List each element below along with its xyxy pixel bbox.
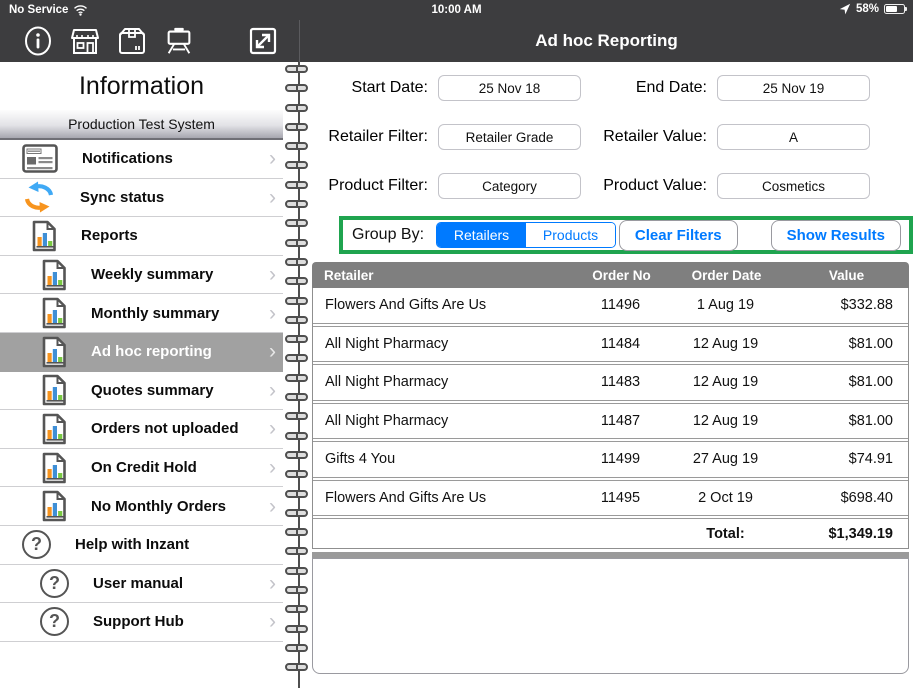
sidebar-item-help-with-inzant[interactable] bbox=[0, 526, 283, 565]
segment-retailers[interactable]: Retailers bbox=[437, 223, 526, 247]
cell-order-date: 1 Aug 19 bbox=[696, 297, 755, 314]
chevron-right-icon: › bbox=[269, 185, 276, 209]
chevron-right-icon: › bbox=[269, 417, 276, 441]
report-icon bbox=[40, 259, 67, 291]
report-icon bbox=[40, 490, 67, 522]
sidebar-item-label: User manual bbox=[93, 574, 184, 592]
cell-value: $81.00 bbox=[848, 335, 893, 352]
top-bar bbox=[0, 0, 913, 62]
table-row[interactable] bbox=[313, 327, 908, 366]
table-row[interactable] bbox=[313, 442, 908, 481]
sidebar-item-label: Weekly summary bbox=[91, 266, 214, 284]
toolbar bbox=[0, 20, 300, 62]
cell-value: $81.00 bbox=[848, 412, 893, 429]
detail-empty-panel bbox=[312, 558, 909, 674]
question-icon: ? bbox=[40, 607, 69, 636]
total-label: Total: bbox=[706, 525, 745, 542]
location-arrow-icon bbox=[839, 3, 851, 15]
retailer-value-field[interactable]: A bbox=[717, 124, 870, 150]
package-icon[interactable] bbox=[116, 25, 148, 57]
clear-filters-button[interactable]: Clear Filters bbox=[619, 220, 738, 251]
sidebar-item-label: Help with Inzant bbox=[75, 536, 190, 554]
show-results-button[interactable]: Show Results bbox=[771, 220, 901, 251]
chevron-right-icon: › bbox=[269, 610, 276, 634]
chevron-right-icon: › bbox=[269, 494, 276, 518]
retailer-filter-field[interactable]: Retailer Grade bbox=[438, 124, 581, 150]
retailer-value-label: Retailer Value: bbox=[603, 128, 707, 145]
cell-retailer: All Night Pharmacy bbox=[325, 335, 449, 352]
cell-retailer: All Night Pharmacy bbox=[325, 412, 449, 429]
sidebar-item-on-credit-hold[interactable] bbox=[0, 449, 283, 488]
chevron-right-icon: › bbox=[269, 378, 276, 402]
end-date-label: End Date: bbox=[635, 79, 707, 96]
column-header-order-no: Order No bbox=[592, 267, 651, 283]
column-header-value: Value bbox=[828, 267, 865, 283]
product-filter-label: Product Filter: bbox=[328, 177, 428, 194]
spiral-binding bbox=[283, 62, 310, 688]
sidebar-item-label: On Credit Hold bbox=[91, 459, 197, 477]
sidebar-item-label: Orders not uploaded bbox=[91, 420, 239, 438]
sidebar-item-label: Ad hoc reporting bbox=[91, 343, 212, 361]
question-icon: ? bbox=[22, 530, 51, 559]
group-by-segmented-control bbox=[436, 222, 616, 248]
sidebar-item-notifications[interactable] bbox=[0, 140, 283, 179]
chevron-right-icon: › bbox=[269, 571, 276, 595]
sidebar-item-label: Quotes summary bbox=[91, 381, 214, 399]
sidebar-item-label: Support Hub bbox=[93, 613, 184, 631]
report-icon bbox=[40, 413, 67, 445]
sidebar-item-label: Notifications bbox=[82, 150, 173, 168]
chevron-right-icon: › bbox=[269, 340, 276, 364]
cell-value: $81.00 bbox=[848, 374, 893, 391]
sidebar-item-quotes-summary[interactable] bbox=[0, 372, 283, 411]
info-icon[interactable] bbox=[22, 25, 54, 57]
spiral-coils bbox=[285, 65, 308, 671]
sidebar-item-label: Monthly summary bbox=[91, 304, 220, 322]
sidebar-item-label: Reports bbox=[81, 227, 138, 245]
cell-order-no: 11487 bbox=[600, 412, 641, 429]
start-date-field[interactable]: 25 Nov 18 bbox=[438, 75, 581, 101]
table-body bbox=[312, 288, 909, 549]
sidebar-item-label: No Monthly Orders bbox=[91, 497, 227, 515]
sidebar bbox=[0, 62, 283, 688]
table-row[interactable] bbox=[313, 365, 908, 404]
cell-order-date: 2 Oct 19 bbox=[698, 489, 753, 506]
report-icon bbox=[40, 336, 67, 368]
chevron-right-icon: › bbox=[269, 147, 276, 171]
report-icon bbox=[40, 297, 67, 329]
cell-order-date: 12 Aug 19 bbox=[692, 374, 759, 391]
table-total-row bbox=[313, 519, 908, 548]
results-table bbox=[312, 262, 909, 549]
cell-retailer: Flowers And Gifts Are Us bbox=[325, 297, 487, 314]
report-icon bbox=[30, 220, 57, 252]
table-row[interactable] bbox=[313, 288, 908, 327]
sidebar-item-reports[interactable] bbox=[0, 217, 283, 256]
chevron-right-icon: › bbox=[269, 263, 276, 287]
sidebar-item-no-monthly-orders[interactable] bbox=[0, 487, 283, 526]
battery-icon bbox=[884, 4, 905, 14]
cell-retailer: All Night Pharmacy bbox=[325, 374, 449, 391]
cell-order-no: 11496 bbox=[600, 297, 641, 314]
total-value: $1,349.19 bbox=[828, 525, 893, 542]
sidebar-item-monthly-summary[interactable] bbox=[0, 294, 283, 333]
product-value-label: Product Value: bbox=[603, 177, 707, 194]
column-header-retailer: Retailer bbox=[324, 267, 374, 283]
segment-products[interactable]: Products bbox=[526, 223, 615, 247]
report-icon bbox=[40, 452, 67, 484]
sidebar-item-orders-not-uploaded[interactable] bbox=[0, 410, 283, 449]
battery-percent: 58% bbox=[855, 3, 879, 15]
cell-order-date: 12 Aug 19 bbox=[692, 412, 759, 429]
chevron-right-icon: › bbox=[269, 456, 276, 480]
product-filter-field[interactable]: Category bbox=[438, 173, 581, 199]
cell-order-no: 11484 bbox=[600, 335, 641, 352]
expand-icon[interactable] bbox=[247, 25, 279, 57]
sidebar-item-label: Sync status bbox=[80, 188, 165, 206]
carrier-label: No Service bbox=[9, 4, 69, 16]
sidebar-item-ad-hoc-reporting[interactable] bbox=[0, 333, 283, 372]
cell-value: $698.40 bbox=[840, 489, 893, 506]
sidebar-item-support-hub[interactable] bbox=[0, 603, 283, 642]
cell-retailer: Flowers And Gifts Are Us bbox=[325, 489, 487, 506]
table-row[interactable] bbox=[313, 404, 908, 443]
highlight-annotation bbox=[339, 216, 913, 254]
product-value-field[interactable]: Cosmetics bbox=[717, 173, 870, 199]
sidebar-item-sync-status[interactable] bbox=[0, 179, 283, 218]
notifications-icon bbox=[22, 144, 58, 174]
system-name-banner: Production Test System bbox=[0, 110, 283, 140]
presentation-icon[interactable] bbox=[163, 25, 195, 57]
cell-value: $74.91 bbox=[848, 451, 893, 468]
cell-order-no: 11483 bbox=[600, 374, 641, 391]
cell-order-no: 11495 bbox=[600, 489, 641, 506]
sidebar-item-user-manual[interactable] bbox=[0, 565, 283, 604]
status-bar bbox=[0, 0, 913, 20]
chevron-right-icon: › bbox=[269, 301, 276, 325]
question-icon: ? bbox=[40, 569, 69, 598]
store-icon[interactable] bbox=[69, 25, 101, 57]
cell-value: $332.88 bbox=[840, 297, 893, 314]
cell-order-no: 11499 bbox=[600, 451, 641, 468]
start-date-label: Start Date: bbox=[351, 79, 428, 96]
report-icon bbox=[40, 374, 67, 406]
sidebar-item-weekly-summary[interactable] bbox=[0, 256, 283, 295]
column-header-order-date: Order Date bbox=[691, 267, 762, 283]
retailer-filter-label: Retailer Filter: bbox=[328, 128, 428, 145]
cell-order-date: 12 Aug 19 bbox=[692, 335, 759, 352]
table-row[interactable] bbox=[313, 481, 908, 520]
main-content bbox=[310, 62, 913, 688]
sync-icon bbox=[22, 181, 56, 213]
table-header bbox=[312, 262, 909, 288]
group-by-label: Group By: bbox=[352, 226, 425, 243]
clock: 10:00 AM bbox=[431, 4, 482, 16]
end-date-field[interactable]: 25 Nov 19 bbox=[717, 75, 870, 101]
page-title: Ad hoc Reporting bbox=[535, 31, 678, 50]
cell-order-date: 27 Aug 19 bbox=[692, 451, 759, 468]
cell-retailer: Gifts 4 You bbox=[325, 451, 396, 468]
sidebar-title: Information bbox=[78, 71, 205, 100]
